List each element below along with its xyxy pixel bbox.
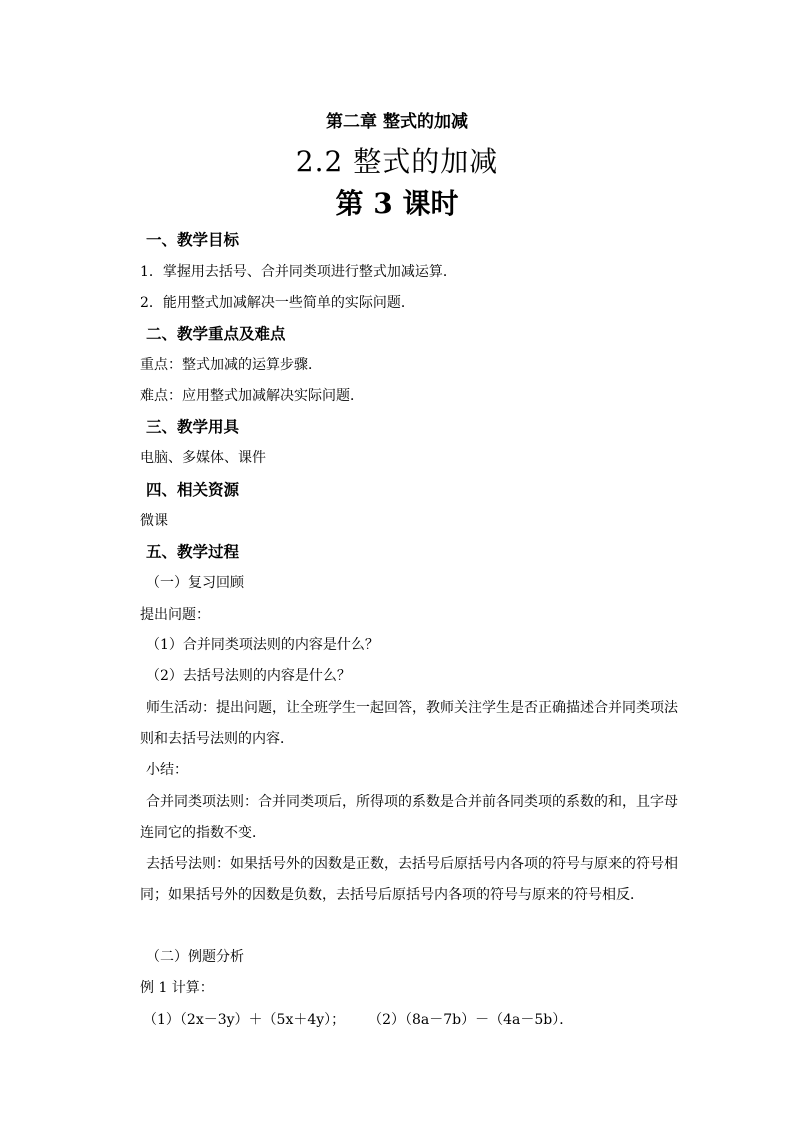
subheading-review: （一）复习回顾: [146, 575, 244, 591]
teaching-tools-text: 电脑、多媒体、课件: [140, 450, 266, 466]
activity-line-1: 师生活动：提出问题，让全班学生一起回答，教师关注学生是否正确描述合并同类项法: [146, 700, 678, 716]
example-part2-label: （2）: [368, 1012, 405, 1028]
example-part2-expression: （8a－7b）－（4a－5b）．: [405, 1012, 574, 1028]
heading-key-points: 二、教学重点及难点: [146, 324, 286, 343]
review-question-2: （2）去括号法则的内容是什么？: [146, 668, 351, 684]
example-part1-expression: （2x－3y）＋（5x＋4y）；: [179, 1012, 346, 1028]
activity-line-2: 则和去括号法则的内容．: [140, 731, 294, 747]
section-title: 2.2 整式的加减: [295, 145, 499, 178]
review-question-1: （1）合并同类项法则的内容是什么？: [146, 637, 379, 653]
rule1-line-2: 连同它的指数不变．: [140, 825, 266, 841]
example-part1-label: （1）: [143, 1012, 180, 1028]
summary-label: 小结：: [146, 762, 188, 778]
key-point-text: 重点：整式加减的运算步骤．: [140, 357, 322, 373]
objective-item-1: 1．掌握用去括号、合并同类项进行整式加减运算．: [140, 264, 457, 280]
example-expression-row: [143, 1009, 573, 1029]
lesson-title: 第 3 课时: [335, 187, 459, 220]
example-label: 例 1 计算：: [140, 980, 214, 996]
subheading-examples: （二）例题分析: [146, 949, 244, 965]
heading-teaching-tools: 三、教学用具: [146, 417, 240, 436]
review-prompt: 提出问题：: [140, 607, 210, 623]
heading-teaching-process: 五、教学过程: [146, 542, 240, 561]
objective-item-2: 2．能用整式加减解决一些简单的实际问题．: [140, 295, 415, 311]
heading-teaching-objectives: 一、教学目标: [146, 230, 240, 249]
rule2-line-2: 同；如果括号外的因数是负数，去括号后原括号内各项的符号与原来的符号相反．: [140, 887, 644, 903]
heading-resources: 四、相关资源: [146, 480, 240, 499]
resources-text: 微课: [140, 513, 168, 529]
rule1-line-1: 合并同类项法则：合并同类项后，所得项的系数是合并前各同类项的系数的和，且字母: [146, 794, 678, 810]
rule2-line-1: 去括号法则：如果括号外的因数是正数，去括号后原括号内各项的符号与原来的符号相: [146, 856, 678, 872]
chapter-heading: 第二章 整式的加减: [326, 112, 468, 132]
difficulty-text: 难点：应用整式加减解决实际问题．: [140, 388, 364, 404]
